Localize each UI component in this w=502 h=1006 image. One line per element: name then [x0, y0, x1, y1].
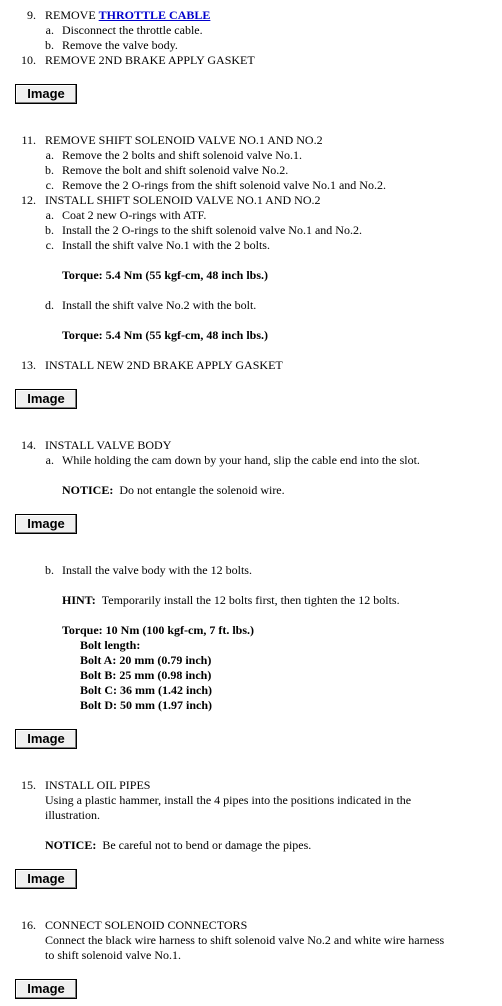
step-number: 12.	[21, 193, 36, 207]
substep-letter: d.	[45, 298, 54, 312]
hint-label: HINT:	[62, 593, 96, 607]
step-number: 10.	[21, 53, 36, 67]
bolt-spec: Bolt B: 25 mm (0.98 inch)	[80, 668, 212, 682]
substep-text: Remove the 2 O-rings from the shift solenoid valve No.1 and No.2.	[62, 178, 386, 192]
step-title: REMOVE 2ND BRAKE APPLY GASKET	[45, 53, 255, 67]
image-button[interactable]: Image	[15, 869, 77, 889]
step-number: 16.	[21, 918, 36, 932]
substep-letter: c.	[45, 178, 54, 192]
throttle-cable-link[interactable]: THROTTLE CABLE	[98, 8, 211, 22]
image-button[interactable]: Image	[15, 84, 77, 104]
substep-text: Remove the bolt and shift solenoid valve No.2.	[62, 163, 289, 177]
torque-spec: Torque: 5.4 Nm (55 kgf-cm, 48 inch lbs.)	[62, 328, 269, 342]
bolt-spec: Bolt C: 36 mm (1.42 inch)	[80, 683, 212, 697]
image-button[interactable]: Image	[15, 979, 77, 999]
substep-text: Coat 2 new O-rings with ATF.	[62, 208, 207, 222]
bolt-spec: Bolt D: 50 mm (1.97 inch)	[80, 698, 212, 712]
substep-letter: a.	[45, 23, 54, 37]
step-title: INSTALL VALVE BODY	[45, 438, 172, 452]
step-body: Connect the black wire harness to shift solenoid valve No.2 and white wire harness	[45, 933, 445, 947]
step-number: 15.	[21, 778, 36, 792]
substep-letter: c.	[45, 238, 54, 252]
notice	[62, 483, 285, 498]
substep-text: Remove the 2 bolts and shift solenoid valve No.1.	[62, 148, 302, 162]
torque-spec: Torque: 10 Nm (100 kgf-cm, 7 ft. lbs.)	[62, 623, 254, 637]
substep-text: Install the shift valve No.1 with the 2 bolts.	[62, 238, 270, 252]
hint-text: Temporarily install the 12 bolts first, then tighten the 12 bolts.	[101, 593, 400, 607]
substep-text: Install the shift valve No.2 with the bolt.	[62, 298, 257, 312]
bolt-spec: Bolt A: 20 mm (0.79 inch)	[80, 653, 212, 667]
step-number: 14.	[21, 438, 36, 452]
substep-text: While holding the cam down by your hand, slip the cable end into the slot.	[62, 453, 420, 467]
step-title: INSTALL NEW 2ND BRAKE APPLY GASKET	[45, 358, 283, 372]
step-body: to shift solenoid valve No.1.	[45, 948, 181, 962]
step-number: 11.	[21, 133, 36, 147]
step-title: CONNECT SOLENOID CONNECTORS	[45, 918, 248, 932]
substep-text: Remove the valve body.	[62, 38, 178, 52]
step-title: INSTALL OIL PIPES	[45, 778, 151, 792]
step-title: INSTALL SHIFT SOLENOID VALVE NO.1 AND NO.2	[45, 193, 321, 207]
substep-letter: a.	[45, 453, 54, 467]
hint	[62, 593, 400, 608]
step-title	[45, 8, 210, 23]
image-button[interactable]: Image	[15, 514, 77, 534]
step-body: illustration.	[45, 808, 100, 822]
notice-text: Do not entangle the solenoid wire.	[119, 483, 285, 497]
step-body: Using a plastic hammer, install the 4 pipes into the positions indicated in the	[45, 793, 412, 807]
step-number: 9.	[27, 8, 36, 22]
substep-text: Install the 2 O-rings to the shift solenoid valve No.1 and No.2.	[62, 223, 362, 237]
step-number: 13.	[21, 358, 36, 372]
substep-letter: a.	[45, 208, 54, 222]
substep-letter: b.	[45, 563, 54, 577]
step-title: REMOVE SHIFT SOLENOID VALVE NO.1 AND NO.2	[45, 133, 323, 147]
bolt-length-label: Bolt length:	[80, 638, 141, 652]
notice-label: NOTICE:	[62, 483, 114, 497]
substep-letter: a.	[45, 148, 54, 162]
step-title-prefix: REMOVE	[45, 8, 99, 22]
image-button[interactable]: Image	[15, 729, 77, 749]
substep-letter: b.	[45, 38, 54, 52]
substep-text: Disconnect the throttle cable.	[62, 23, 203, 37]
notice-label: NOTICE:	[45, 838, 97, 852]
torque-spec: Torque: 5.4 Nm (55 kgf-cm, 48 inch lbs.)	[62, 268, 269, 282]
notice	[45, 838, 311, 853]
substep-text: Install the valve body with the 12 bolts.	[62, 563, 252, 577]
notice-text: Be careful not to bend or damage the pipes.	[102, 838, 312, 852]
image-button[interactable]: Image	[15, 389, 77, 409]
substep-letter: b.	[45, 223, 54, 237]
substep-letter: b.	[45, 163, 54, 177]
